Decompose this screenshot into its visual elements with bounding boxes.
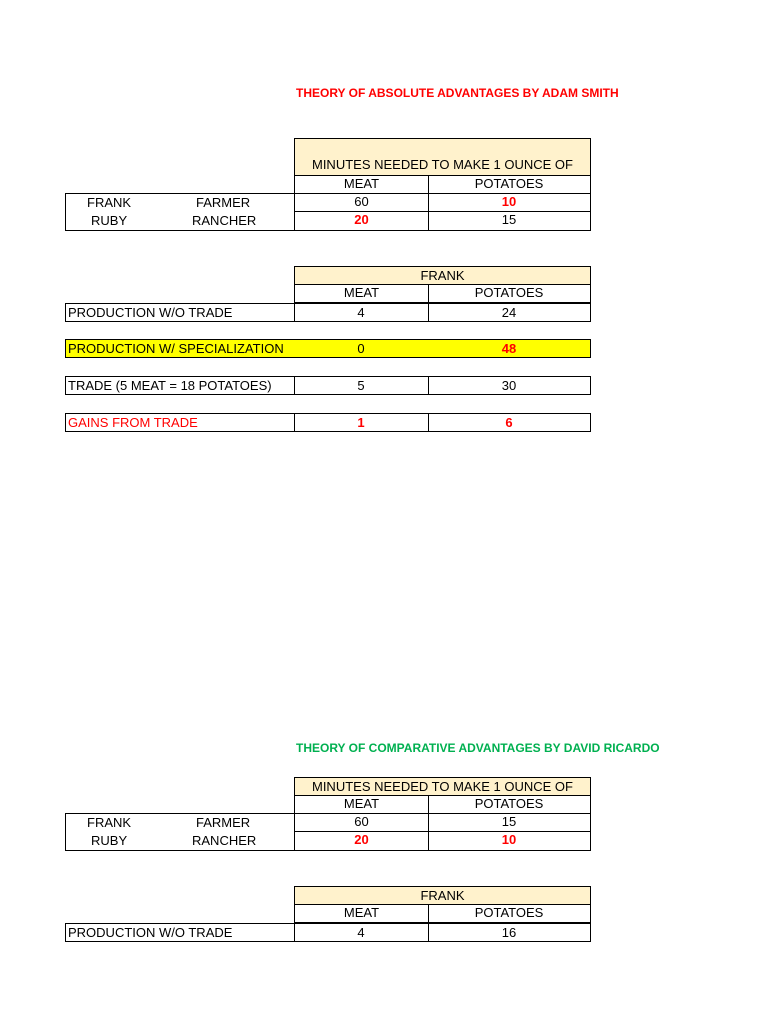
s1-prod-wo-trade-potatoes: 24 [428,303,591,322]
s1-trade-potatoes: 30 [428,376,591,395]
s1-prod-spec-label: PRODUCTION W/ SPECIALIZATION [65,339,295,358]
s2-row2-meat: 20 [294,831,429,851]
section1-title: THEORY OF ABSOLUTE ADVANTAGES BY ADAM SMITH [296,86,619,100]
s1-row1-role: FARMER [196,195,251,210]
s2-row2-role: RANCHER [192,833,257,848]
s1-prod-spec-meat: 0 [294,339,429,358]
s1-row1-name: FRANK [87,195,132,210]
s1-row1-meat: 60 [294,193,429,212]
s2-prod-wo-trade-label: PRODUCTION W/O TRADE [65,923,295,942]
s2-row1-name: FRANK [87,815,132,830]
s1-col-meat: MEAT [294,175,429,194]
s1-frank-col-potatoes: POTATOES [428,284,591,303]
s1-col-potatoes: POTATOES [428,175,591,194]
s2-row2-name: RUBY [91,833,128,848]
s2-frank-col-meat: MEAT [294,904,429,923]
s1-prod-wo-trade-label: PRODUCTION W/O TRADE [65,303,295,322]
s1-gains-meat: 1 [294,413,429,432]
s1-minutes-header: MINUTES NEEDED TO MAKE 1 OUNCE OF [294,138,591,176]
s1-row2-meat: 20 [294,211,429,231]
s1-prod-wo-trade-meat: 4 [294,303,429,322]
s1-row2-name: RUBY [91,213,128,228]
s1-frank-col-meat: MEAT [294,284,429,303]
s2-frank-header: FRANK [294,886,591,905]
s2-prod-wo-trade-meat: 4 [294,923,429,942]
s1-row1-potatoes: 10 [428,193,591,212]
s2-row2-potatoes: 10 [428,831,591,851]
s1-frank-header: FRANK [294,266,591,285]
s1-trade-meat: 5 [294,376,429,395]
s1-gains-potatoes: 6 [428,413,591,432]
s1-prod-spec-potatoes: 48 [428,339,591,358]
s1-row2-potatoes: 15 [428,211,591,231]
s2-frank-col-potatoes: POTATOES [428,904,591,923]
s2-row1-meat: 60 [294,813,429,832]
s1-gains-label: GAINS FROM TRADE [65,413,295,432]
s2-prod-wo-trade-potatoes: 16 [428,923,591,942]
s2-row1-role: FARMER [196,815,251,830]
s2-col-potatoes: POTATOES [428,795,591,814]
s2-row1-potatoes: 15 [428,813,591,832]
s1-row2-role: RANCHER [192,213,257,228]
s2-col-meat: MEAT [294,795,429,814]
s1-trade-label: TRADE (5 MEAT = 18 POTATOES) [65,376,295,395]
section2-title: THEORY OF COMPARATIVE ADVANTAGES BY DAVID RICARDO [296,741,660,755]
s2-minutes-header: MINUTES NEEDED TO MAKE 1 OUNCE OF [294,777,591,796]
